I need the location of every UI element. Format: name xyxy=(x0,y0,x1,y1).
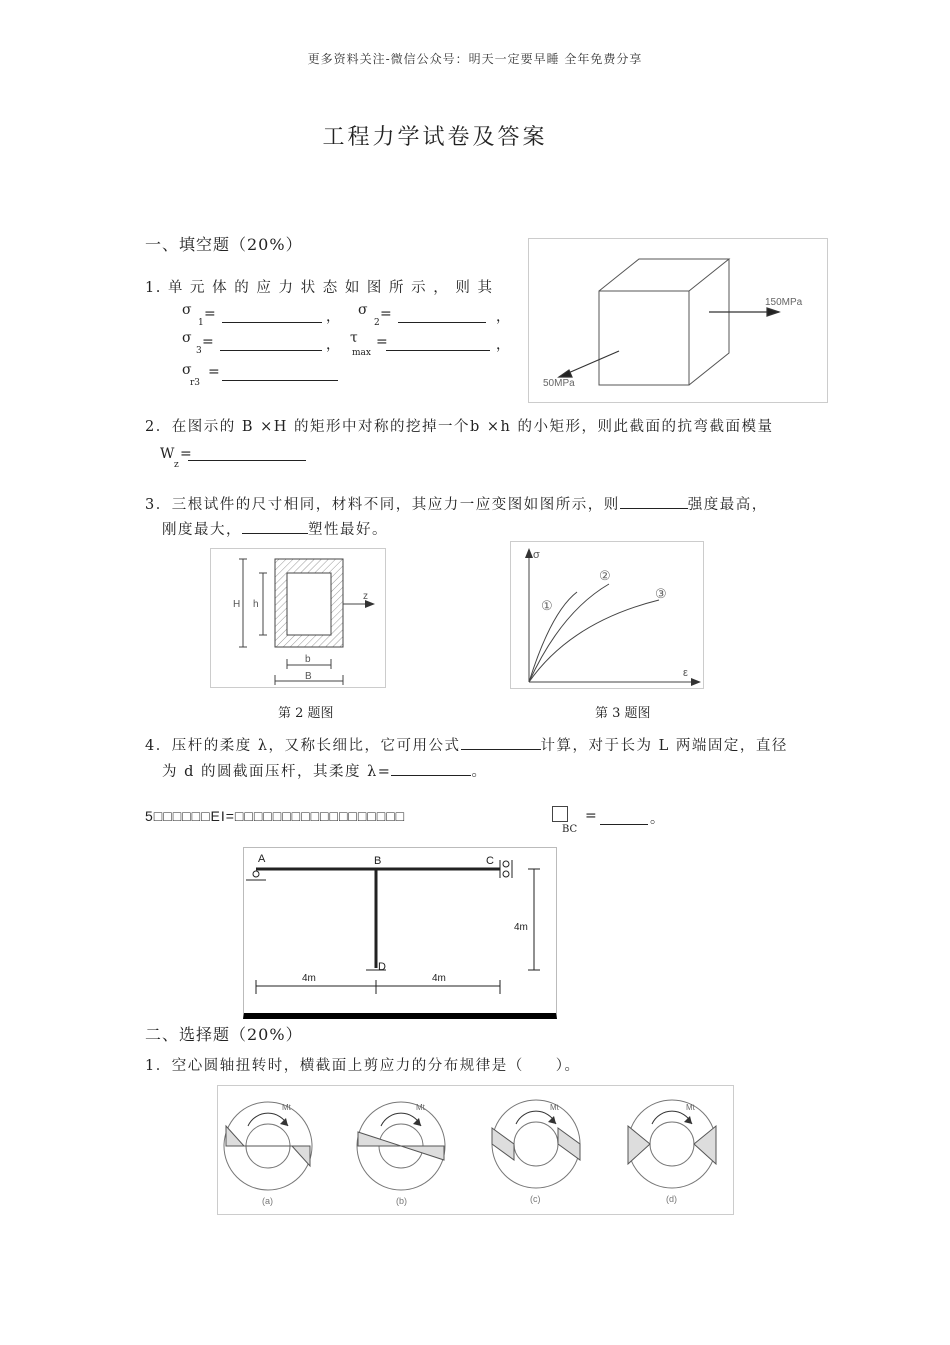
q4-line2 xyxy=(162,760,487,785)
subscript-2: 2 xyxy=(374,318,380,328)
label-A: A xyxy=(258,853,266,865)
comma: ， xyxy=(326,309,340,325)
label-z: z xyxy=(363,591,368,602)
svg-text:Mt: Mt xyxy=(416,1103,425,1112)
svg-text:Mt: Mt xyxy=(550,1103,559,1112)
q5-text: 5□□□□□□EI=□□□□□□□□□□□□□□□□□□ xyxy=(145,808,406,824)
sigma-symbol: σ xyxy=(182,330,192,346)
q2-answer-line xyxy=(160,444,320,470)
option-a-diagram xyxy=(224,1102,312,1206)
label-h: h xyxy=(253,599,259,610)
section-1-heading: 一、填空题（20%） xyxy=(145,235,303,254)
comma: ， xyxy=(496,337,510,353)
option-c-diagram xyxy=(492,1100,580,1204)
subscript-z: z xyxy=(174,460,179,470)
svg-text:Mt: Mt xyxy=(686,1103,695,1112)
label-B: B xyxy=(305,671,312,682)
equals: = xyxy=(208,364,220,380)
svg-text:Mt: Mt xyxy=(282,1103,291,1112)
torsion-options-figure xyxy=(217,1085,734,1215)
label-curve-3: ③ xyxy=(655,586,667,601)
fig3-stress-strain xyxy=(510,541,704,689)
label-50mpa: 50MPa xyxy=(543,378,575,389)
q4-line2-text: 为 d 的圆截面压杆，其柔度 λ= xyxy=(162,764,392,780)
page-title: 工程力学试卷及答案 xyxy=(322,125,548,150)
label-epsilon: ε xyxy=(683,667,688,679)
support-A-pin xyxy=(253,871,259,877)
q4-blank-formula[interactable] xyxy=(461,735,541,750)
q5-symbol-box xyxy=(552,806,568,822)
q4-blank-slenderness[interactable] xyxy=(391,761,471,776)
option-c-label: (c) xyxy=(530,1194,541,1204)
sigma1-blank[interactable] xyxy=(222,308,322,323)
q3-line2 xyxy=(162,518,388,543)
label-B: B xyxy=(374,855,382,867)
q5-blank[interactable] xyxy=(600,810,648,825)
q4-line2-end: 。 xyxy=(471,764,488,780)
cube-side-face xyxy=(689,259,729,385)
comma: ， xyxy=(496,309,510,325)
fig3-caption: 第 3 题图 xyxy=(595,706,651,721)
fig2-caption: 第 2 题图 xyxy=(278,706,334,721)
sigma3-blank[interactable] xyxy=(220,336,322,351)
q5-frame-figure xyxy=(243,847,557,1019)
equals: = xyxy=(180,446,192,462)
q3-line1-end: 强度最高， xyxy=(687,497,768,513)
label-height-4m: 4m xyxy=(514,922,528,933)
tau-symbol: τ xyxy=(350,330,358,346)
equals: = xyxy=(376,334,388,350)
q5-period: 。 xyxy=(650,811,664,827)
q4-line1-end: 计算，对于长为 L 两端固定，直径 xyxy=(540,738,788,754)
subscript-max: max xyxy=(352,348,371,358)
option-b-diagram xyxy=(357,1102,445,1206)
q3-blank-stiffness[interactable] xyxy=(242,519,308,534)
section-2-heading: 二、选择题（20%） xyxy=(145,1025,303,1044)
label-curve-2: ② xyxy=(599,568,611,583)
sigma2-blank[interactable] xyxy=(398,308,486,323)
q4-line1 xyxy=(145,734,788,759)
page-header: 更多资料关注-微信公众号：明天一定要早睡 全年免费分享 xyxy=(307,52,643,66)
q5-equals: = xyxy=(585,808,597,824)
label-curve-1: ① xyxy=(541,598,553,613)
label-right-4m: 4m xyxy=(432,973,446,984)
q5-subscript: BC xyxy=(562,824,578,835)
equals: = xyxy=(202,334,214,350)
label-sigma: σ xyxy=(533,549,540,561)
sigma-r3-blank[interactable] xyxy=(222,366,338,381)
sigma-symbol: σ xyxy=(182,362,192,378)
label-H: H xyxy=(233,599,241,610)
fig2-hollow-rectangle xyxy=(210,548,386,688)
curve-1 xyxy=(529,592,577,682)
subscript-r3: r3 xyxy=(190,378,201,388)
q3-line1 xyxy=(145,493,768,518)
subscript-3: 3 xyxy=(196,346,202,356)
option-a-label: (a) xyxy=(262,1196,273,1206)
subscript-1: 1 xyxy=(198,318,204,328)
sigma-symbol: σ xyxy=(358,302,368,318)
q1-blanks xyxy=(180,300,520,390)
q1-stress-cube-figure xyxy=(528,238,828,403)
section2-q1-text: 1．空心圆轴扭转时，横截面上剪应力的分布规律是（ ）。 xyxy=(145,1058,581,1074)
equals: = xyxy=(380,306,392,322)
option-d-label: (d) xyxy=(666,1194,677,1204)
cube-front-face xyxy=(599,291,689,385)
q4-line1-text: 4．压杆的柔度 λ，又称长细比，它可用公式 xyxy=(145,738,461,754)
comma: ， xyxy=(326,337,340,353)
q3-line1-text: 3．三根试件的尺寸相同，材料不同，其应力一应变图如图所示，则 xyxy=(145,497,620,513)
equals: = xyxy=(204,306,216,322)
inner-rect xyxy=(287,573,331,635)
tau-max-blank[interactable] xyxy=(386,336,490,351)
label-C: C xyxy=(486,855,494,867)
option-d-diagram xyxy=(628,1100,716,1204)
q2-text: 2．在图示的 B ×H 的矩形中对称的挖掉一个b ×h 的小矩形，则此截面的抗弯截面模量 xyxy=(145,419,774,435)
cube-top-face xyxy=(599,259,729,291)
q3-line2-text: 刚度最大， xyxy=(162,522,242,538)
label-b: b xyxy=(305,654,311,665)
arrowhead-left xyxy=(559,370,572,377)
label-150mpa: 150MPa xyxy=(765,297,803,308)
q1-text: 1. 单 元 体 的 应 力 状 态 如 图 所 示 ， 则 其 xyxy=(145,280,494,296)
q3-blank-strength[interactable] xyxy=(620,494,688,509)
arrowhead-right xyxy=(767,308,779,316)
q3-line2-end: 塑性最好。 xyxy=(308,522,388,538)
label-left-4m: 4m xyxy=(302,973,316,984)
wz-blank[interactable] xyxy=(188,446,306,461)
sigma-symbol: σ xyxy=(182,302,192,318)
w-symbol: W xyxy=(160,446,175,462)
option-b-label: (b) xyxy=(396,1196,407,1206)
label-D: D xyxy=(378,961,386,973)
